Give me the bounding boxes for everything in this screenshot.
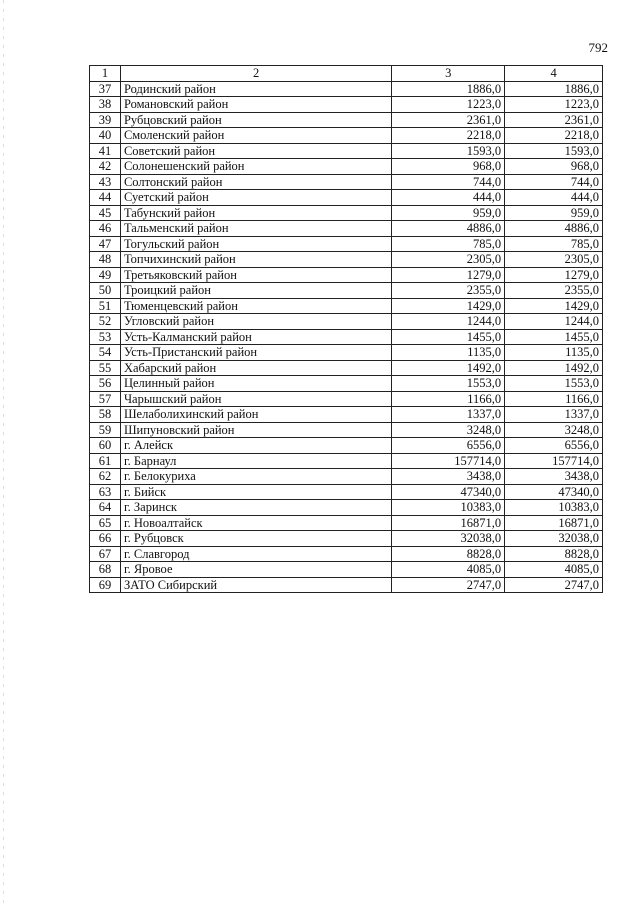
value-column-4-cell: 16871,0 (505, 515, 603, 531)
value-column-4-cell: 959,0 (505, 205, 603, 221)
value-column-4-cell: 1553,0 (505, 376, 603, 392)
value-column-3-cell: 4085,0 (392, 562, 505, 578)
value-column-3-cell: 16871,0 (392, 515, 505, 531)
district-name-cell: ЗАТО Сибирский (120, 577, 391, 593)
value-column-4-cell: 1886,0 (505, 81, 603, 97)
district-name-cell: г. Заринск (120, 500, 391, 516)
value-column-4-cell: 1223,0 (505, 97, 603, 113)
value-column-3-cell: 2218,0 (392, 128, 505, 144)
value-column-3-cell: 3438,0 (392, 469, 505, 485)
row-number-cell: 56 (90, 376, 121, 392)
district-name-cell: Родинский район (120, 81, 391, 97)
table-row (90, 407, 603, 423)
district-name-cell: Табунский район (120, 205, 391, 221)
value-column-4-cell: 785,0 (505, 236, 603, 252)
value-column-3-cell: 2305,0 (392, 252, 505, 268)
district-table (89, 65, 603, 593)
value-column-4-cell: 1135,0 (505, 345, 603, 361)
value-column-4-cell: 744,0 (505, 174, 603, 190)
table-row (90, 453, 603, 469)
table-row (90, 298, 603, 314)
table-header-row (90, 66, 603, 82)
district-name-cell: Тальменский район (120, 221, 391, 237)
value-column-3-cell: 1553,0 (392, 376, 505, 392)
table-row (90, 376, 603, 392)
value-column-4-cell: 3248,0 (505, 422, 603, 438)
row-number-cell: 39 (90, 112, 121, 128)
value-column-4-cell: 1244,0 (505, 314, 603, 330)
table-row (90, 515, 603, 531)
value-column-3-cell: 1337,0 (392, 407, 505, 423)
table-row (90, 190, 603, 206)
row-number-cell: 42 (90, 159, 121, 175)
row-number-cell: 45 (90, 205, 121, 221)
district-name-cell: Тогульский район (120, 236, 391, 252)
value-column-3-cell: 1279,0 (392, 267, 505, 283)
row-number-cell: 37 (90, 81, 121, 97)
table-row (90, 484, 603, 500)
row-number-cell: 38 (90, 97, 121, 113)
value-column-4-cell: 1492,0 (505, 360, 603, 376)
value-column-3-cell: 10383,0 (392, 500, 505, 516)
page-number: 792 (588, 40, 608, 55)
value-column-3-cell: 1429,0 (392, 298, 505, 314)
row-number-cell: 48 (90, 252, 121, 268)
district-name-cell: Советский район (120, 143, 391, 159)
table-row (90, 345, 603, 361)
value-column-3-cell: 2361,0 (392, 112, 505, 128)
district-name-cell: Третьяковский район (120, 267, 391, 283)
value-column-4-cell: 2355,0 (505, 283, 603, 299)
row-number-cell: 62 (90, 469, 121, 485)
value-column-3-cell: 1244,0 (392, 314, 505, 330)
table-row (90, 577, 603, 593)
row-number-cell: 60 (90, 438, 121, 454)
table-row (90, 329, 603, 345)
row-number-cell: 64 (90, 500, 121, 516)
value-column-4-cell: 6556,0 (505, 438, 603, 454)
table-row (90, 438, 603, 454)
table-row (90, 360, 603, 376)
value-column-4-cell: 1166,0 (505, 391, 603, 407)
row-number-cell: 40 (90, 128, 121, 144)
value-column-3-cell: 959,0 (392, 205, 505, 221)
table-row (90, 221, 603, 237)
value-column-3-cell: 3248,0 (392, 422, 505, 438)
district-name-cell: Целинный район (120, 376, 391, 392)
district-name-cell: Усть-Калманский район (120, 329, 391, 345)
table-row (90, 546, 603, 562)
district-name-cell: Шипуновский район (120, 422, 391, 438)
value-column-4-cell: 1279,0 (505, 267, 603, 283)
value-column-3-cell: 6556,0 (392, 438, 505, 454)
value-column-3-cell: 444,0 (392, 190, 505, 206)
district-name-cell: г. Новоалтайск (120, 515, 391, 531)
row-number-cell: 47 (90, 236, 121, 252)
row-number-cell: 55 (90, 360, 121, 376)
row-number-cell: 44 (90, 190, 121, 206)
table-row (90, 174, 603, 190)
value-column-4-cell: 2361,0 (505, 112, 603, 128)
value-column-4-cell: 2218,0 (505, 128, 603, 144)
value-column-4-cell: 3438,0 (505, 469, 603, 485)
district-name-cell: Топчихинский район (120, 252, 391, 268)
row-number-cell: 50 (90, 283, 121, 299)
value-column-3-cell: 8828,0 (392, 546, 505, 562)
table-row (90, 531, 603, 547)
row-number-cell: 67 (90, 546, 121, 562)
value-column-3-cell: 1135,0 (392, 345, 505, 361)
value-column-3-cell: 1593,0 (392, 143, 505, 159)
district-name-cell: Рубцовский район (120, 112, 391, 128)
value-column-3-cell: 1886,0 (392, 81, 505, 97)
table-row (90, 314, 603, 330)
district-name-cell: Романовский район (120, 97, 391, 113)
district-name-cell: Хабарский район (120, 360, 391, 376)
district-name-cell: г. Бийск (120, 484, 391, 500)
district-name-cell: Шелаболихинский район (120, 407, 391, 423)
value-column-4-cell: 968,0 (505, 159, 603, 175)
table-row (90, 500, 603, 516)
value-column-3-cell: 744,0 (392, 174, 505, 190)
value-column-3-cell: 4886,0 (392, 221, 505, 237)
district-name-cell: г. Славгород (120, 546, 391, 562)
district-name-cell: Суетский район (120, 190, 391, 206)
value-column-4-cell: 2305,0 (505, 252, 603, 268)
table-row (90, 159, 603, 175)
row-number-cell: 58 (90, 407, 121, 423)
row-number-cell: 51 (90, 298, 121, 314)
value-column-4-cell: 1593,0 (505, 143, 603, 159)
row-number-cell: 52 (90, 314, 121, 330)
row-number-cell: 46 (90, 221, 121, 237)
scan-edge-mark (3, 0, 4, 905)
row-number-cell: 59 (90, 422, 121, 438)
row-number-cell: 57 (90, 391, 121, 407)
district-name-cell: г. Барнаул (120, 453, 391, 469)
row-number-cell: 43 (90, 174, 121, 190)
district-name-cell: Солтонский район (120, 174, 391, 190)
value-column-4-cell: 4085,0 (505, 562, 603, 578)
value-column-4-cell: 10383,0 (505, 500, 603, 516)
value-column-4-cell: 47340,0 (505, 484, 603, 500)
value-column-3-cell: 47340,0 (392, 484, 505, 500)
value-column-4-cell: 1337,0 (505, 407, 603, 423)
table-body (90, 81, 603, 593)
table-row (90, 128, 603, 144)
value-column-4-cell: 2747,0 (505, 577, 603, 593)
table-row (90, 422, 603, 438)
row-number-cell: 61 (90, 453, 121, 469)
value-column-4-cell: 8828,0 (505, 546, 603, 562)
table-row (90, 205, 603, 221)
value-column-4-cell: 1455,0 (505, 329, 603, 345)
district-name-cell: Угловский район (120, 314, 391, 330)
district-name-cell: Солонешенский район (120, 159, 391, 175)
district-name-cell: Чарышский район (120, 391, 391, 407)
value-column-3-cell: 1166,0 (392, 391, 505, 407)
table-row (90, 97, 603, 113)
row-number-cell: 54 (90, 345, 121, 361)
value-column-3-cell: 968,0 (392, 159, 505, 175)
district-name-cell: г. Алейск (120, 438, 391, 454)
value-column-4-cell: 157714,0 (505, 453, 603, 469)
table-row (90, 81, 603, 97)
value-column-3-cell: 2355,0 (392, 283, 505, 299)
table-row (90, 236, 603, 252)
row-number-cell: 49 (90, 267, 121, 283)
table-row (90, 283, 603, 299)
district-name-cell: Тюменцевский район (120, 298, 391, 314)
row-number-cell: 53 (90, 329, 121, 345)
table-row (90, 112, 603, 128)
district-name-cell: Смоленский район (120, 128, 391, 144)
column-header-1: 1 (90, 66, 121, 82)
table-row (90, 252, 603, 268)
district-name-cell: г. Белокуриха (120, 469, 391, 485)
table-row (90, 267, 603, 283)
row-number-cell: 63 (90, 484, 121, 500)
value-column-4-cell: 1429,0 (505, 298, 603, 314)
table-row (90, 469, 603, 485)
value-column-3-cell: 785,0 (392, 236, 505, 252)
value-column-3-cell: 32038,0 (392, 531, 505, 547)
value-column-4-cell: 4886,0 (505, 221, 603, 237)
value-column-3-cell: 2747,0 (392, 577, 505, 593)
value-column-3-cell: 1492,0 (392, 360, 505, 376)
table-row (90, 391, 603, 407)
row-number-cell: 68 (90, 562, 121, 578)
district-name-cell: Троицкий район (120, 283, 391, 299)
table-row (90, 562, 603, 578)
row-number-cell: 66 (90, 531, 121, 547)
row-number-cell: 69 (90, 577, 121, 593)
table-row (90, 143, 603, 159)
district-name-cell: Усть-Пристанский район (120, 345, 391, 361)
value-column-3-cell: 157714,0 (392, 453, 505, 469)
column-header-3: 3 (392, 66, 505, 82)
row-number-cell: 41 (90, 143, 121, 159)
district-name-cell: г. Рубцовск (120, 531, 391, 547)
district-name-cell: г. Яровое (120, 562, 391, 578)
column-header-2: 2 (120, 66, 391, 82)
column-header-4: 4 (505, 66, 603, 82)
value-column-3-cell: 1223,0 (392, 97, 505, 113)
value-column-4-cell: 444,0 (505, 190, 603, 206)
row-number-cell: 65 (90, 515, 121, 531)
value-column-3-cell: 1455,0 (392, 329, 505, 345)
value-column-4-cell: 32038,0 (505, 531, 603, 547)
